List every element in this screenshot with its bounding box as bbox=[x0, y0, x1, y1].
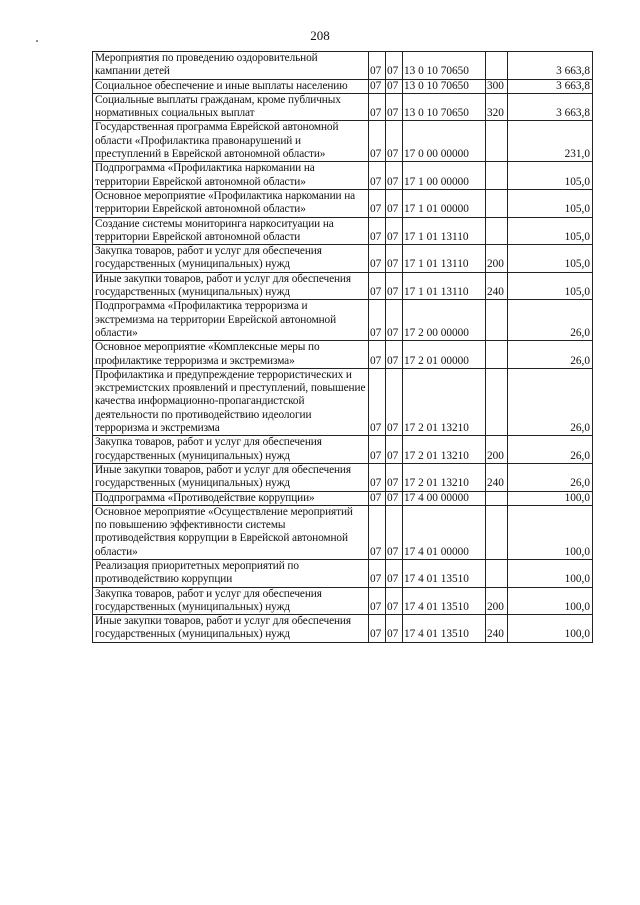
row-amount-cell: 26,0 bbox=[508, 436, 593, 464]
table-row bbox=[93, 189, 593, 217]
row-target-article-cell: 17 2 01 13210 bbox=[403, 368, 486, 435]
row-name-cell: Иные закупки товаров, работ и услуг для обеспечения государственных (муниципальных) нужд bbox=[93, 272, 369, 300]
row-expense-type-cell bbox=[486, 52, 508, 80]
row-subsection-code-cell: 07 bbox=[386, 52, 403, 80]
row-target-article-cell: 17 1 01 13110 bbox=[403, 217, 486, 245]
page-number: 208 bbox=[310, 28, 330, 43]
table-row bbox=[93, 217, 593, 245]
row-name-cell: Закупка товаров, работ и услуг для обеспечения государственных (муниципальных) нужд bbox=[93, 436, 369, 464]
row-target-article-cell: 17 1 01 00000 bbox=[403, 189, 486, 217]
row-subsection-code-cell: 07 bbox=[386, 93, 403, 121]
row-subsection-code-cell: 07 bbox=[386, 559, 403, 587]
row-name-cell: Подпрограмма «Профилактика наркомании на территории Еврейской автономной области» bbox=[93, 162, 369, 190]
row-subsection-code-cell: 07 bbox=[386, 217, 403, 245]
row-section-code-cell: 07 bbox=[369, 491, 386, 505]
row-amount-cell: 105,0 bbox=[508, 272, 593, 300]
row-amount-cell: 105,0 bbox=[508, 189, 593, 217]
row-target-article-cell: 17 4 01 13510 bbox=[403, 587, 486, 615]
row-amount-cell: 3 663,8 bbox=[508, 52, 593, 80]
row-target-article-cell: 17 2 00 00000 bbox=[403, 300, 486, 341]
row-subsection-code-cell: 07 bbox=[386, 615, 403, 643]
row-name-cell: Иные закупки товаров, работ и услуг для обеспечения государственных (муниципальных) нужд bbox=[93, 615, 369, 643]
row-expense-type-cell bbox=[486, 559, 508, 587]
row-expense-type-cell bbox=[486, 300, 508, 341]
row-expense-type-cell bbox=[486, 505, 508, 559]
row-section-code-cell: 07 bbox=[369, 52, 386, 80]
row-name-cell: Реализация приоритетных мероприятий по противодействию коррупции bbox=[93, 559, 369, 587]
row-target-article-cell: 17 1 01 13110 bbox=[403, 272, 486, 300]
row-subsection-code-cell: 07 bbox=[386, 189, 403, 217]
row-amount-cell: 3 663,8 bbox=[508, 93, 593, 121]
table-row bbox=[93, 79, 593, 93]
row-target-article-cell: 17 1 01 13110 bbox=[403, 245, 486, 273]
row-section-code-cell: 07 bbox=[369, 587, 386, 615]
row-section-code-cell: 07 bbox=[369, 272, 386, 300]
row-amount-cell: 105,0 bbox=[508, 217, 593, 245]
row-expense-type-cell: 300 bbox=[486, 79, 508, 93]
row-section-code-cell: 07 bbox=[369, 559, 386, 587]
row-name-cell: Закупка товаров, работ и услуг для обеспечения государственных (муниципальных) нужд bbox=[93, 245, 369, 273]
row-subsection-code-cell: 07 bbox=[386, 79, 403, 93]
row-section-code-cell: 07 bbox=[369, 189, 386, 217]
table-row bbox=[93, 300, 593, 341]
row-name-cell: Иные закупки товаров, работ и услуг для обеспечения государственных (муниципальных) нужд bbox=[93, 463, 369, 491]
row-subsection-code-cell: 07 bbox=[386, 587, 403, 615]
row-section-code-cell: 07 bbox=[369, 300, 386, 341]
row-target-article-cell: 17 4 01 13510 bbox=[403, 615, 486, 643]
row-expense-type-cell: 240 bbox=[486, 615, 508, 643]
row-amount-cell: 3 663,8 bbox=[508, 79, 593, 93]
row-name-cell: Профилактика и предупреждение террористических и экстремистских проявлений и преступлений, повышение качества информационно-пропагандистской деятельности по противодействию идеологии терроризма и экстремизма bbox=[93, 368, 369, 435]
row-section-code-cell: 07 bbox=[369, 162, 386, 190]
row-expense-type-cell: 240 bbox=[486, 463, 508, 491]
row-section-code-cell: 07 bbox=[369, 341, 386, 369]
row-expense-type-cell: 200 bbox=[486, 245, 508, 273]
row-amount-cell: 26,0 bbox=[508, 341, 593, 369]
row-target-article-cell: 17 1 00 00000 bbox=[403, 162, 486, 190]
row-subsection-code-cell: 07 bbox=[386, 245, 403, 273]
row-section-code-cell: 07 bbox=[369, 368, 386, 435]
row-amount-cell: 26,0 bbox=[508, 300, 593, 341]
row-expense-type-cell bbox=[486, 189, 508, 217]
table-row bbox=[93, 162, 593, 190]
row-amount-cell: 105,0 bbox=[508, 162, 593, 190]
row-subsection-code-cell: 07 bbox=[386, 505, 403, 559]
row-amount-cell: 100,0 bbox=[508, 587, 593, 615]
row-target-article-cell: 17 0 00 00000 bbox=[403, 121, 486, 162]
row-section-code-cell: 07 bbox=[369, 245, 386, 273]
row-amount-cell: 26,0 bbox=[508, 368, 593, 435]
row-amount-cell: 100,0 bbox=[508, 505, 593, 559]
row-amount-cell: 100,0 bbox=[508, 559, 593, 587]
row-name-cell: Государственная программа Еврейской автономной области «Профилактика правонарушений и преступлений в Еврейской автономной области» bbox=[93, 121, 369, 162]
row-name-cell: Создание системы мониторинга наркоситуации на территории Еврейской автономной области bbox=[93, 217, 369, 245]
table-row bbox=[93, 436, 593, 464]
row-name-cell: Подпрограмма «Противодействие коррупции» bbox=[93, 491, 369, 505]
row-subsection-code-cell: 07 bbox=[386, 162, 403, 190]
table-row bbox=[93, 341, 593, 369]
row-amount-cell: 231,0 bbox=[508, 121, 593, 162]
table-row bbox=[93, 245, 593, 273]
table-row bbox=[93, 505, 593, 559]
row-section-code-cell: 07 bbox=[369, 505, 386, 559]
row-target-article-cell: 17 4 01 13510 bbox=[403, 559, 486, 587]
table-row bbox=[93, 93, 593, 121]
row-section-code-cell: 07 bbox=[369, 93, 386, 121]
table-row bbox=[93, 121, 593, 162]
row-name-cell: Основное мероприятие «Комплексные меры по профилактике терроризма и экстремизма» bbox=[93, 341, 369, 369]
row-target-article-cell: 13 0 10 70650 bbox=[403, 79, 486, 93]
row-name-cell: Подпрограмма «Профилактика терроризма и экстремизма на территории Еврейской автономной области» bbox=[93, 300, 369, 341]
row-section-code-cell: 07 bbox=[369, 436, 386, 464]
row-section-code-cell: 07 bbox=[369, 217, 386, 245]
table-row bbox=[93, 368, 593, 435]
row-amount-cell: 26,0 bbox=[508, 463, 593, 491]
table-row bbox=[93, 587, 593, 615]
row-name-cell: Закупка товаров, работ и услуг для обеспечения государственных (муниципальных) нужд bbox=[93, 587, 369, 615]
row-expense-type-cell: 200 bbox=[486, 436, 508, 464]
row-subsection-code-cell: 07 bbox=[386, 121, 403, 162]
row-target-article-cell: 17 4 01 00000 bbox=[403, 505, 486, 559]
table-row bbox=[93, 52, 593, 80]
row-expense-type-cell bbox=[486, 217, 508, 245]
row-expense-type-cell bbox=[486, 491, 508, 505]
row-amount-cell: 100,0 bbox=[508, 491, 593, 505]
row-section-code-cell: 07 bbox=[369, 121, 386, 162]
row-name-cell: Основное мероприятие «Профилактика наркомании на территории Еврейской автономной области» bbox=[93, 189, 369, 217]
row-target-article-cell: 13 0 10 70650 bbox=[403, 93, 486, 121]
table-row bbox=[93, 559, 593, 587]
table-row bbox=[93, 463, 593, 491]
row-target-article-cell: 17 2 01 13210 bbox=[403, 463, 486, 491]
row-subsection-code-cell: 07 bbox=[386, 341, 403, 369]
row-target-article-cell: 17 2 01 00000 bbox=[403, 341, 486, 369]
row-name-cell: Основное мероприятие «Осуществление мероприятий по повышению эффективности системы противодействия коррупции в Еврейской автономной области» bbox=[93, 505, 369, 559]
row-expense-type-cell: 320 bbox=[486, 93, 508, 121]
row-section-code-cell: 07 bbox=[369, 615, 386, 643]
table-row bbox=[93, 615, 593, 643]
row-subsection-code-cell: 07 bbox=[386, 368, 403, 435]
row-expense-type-cell: 200 bbox=[486, 587, 508, 615]
row-name-cell: Социальное обеспечение и иные выплаты населению bbox=[93, 79, 369, 93]
row-subsection-code-cell: 07 bbox=[386, 300, 403, 341]
row-subsection-code-cell: 07 bbox=[386, 436, 403, 464]
row-section-code-cell: 07 bbox=[369, 463, 386, 491]
row-subsection-code-cell: 07 bbox=[386, 491, 403, 505]
row-subsection-code-cell: 07 bbox=[386, 272, 403, 300]
row-section-code-cell: 07 bbox=[369, 79, 386, 93]
table-row bbox=[93, 272, 593, 300]
row-expense-type-cell bbox=[486, 341, 508, 369]
row-name-cell: Мероприятия по проведению оздоровительной кампании детей bbox=[93, 52, 369, 80]
budget-table bbox=[92, 51, 593, 643]
budget-table-body bbox=[93, 52, 593, 643]
row-expense-type-cell bbox=[486, 368, 508, 435]
row-expense-type-cell bbox=[486, 162, 508, 190]
scan-speck bbox=[36, 40, 38, 42]
row-expense-type-cell bbox=[486, 121, 508, 162]
row-amount-cell: 100,0 bbox=[508, 615, 593, 643]
table-row bbox=[93, 491, 593, 505]
row-amount-cell: 105,0 bbox=[508, 245, 593, 273]
row-name-cell: Социальные выплаты гражданам, кроме публичных нормативных социальных выплат bbox=[93, 93, 369, 121]
row-target-article-cell: 17 4 00 00000 bbox=[403, 491, 486, 505]
row-target-article-cell: 17 2 01 13210 bbox=[403, 436, 486, 464]
row-expense-type-cell: 240 bbox=[486, 272, 508, 300]
row-target-article-cell: 13 0 10 70650 bbox=[403, 52, 486, 80]
row-subsection-code-cell: 07 bbox=[386, 463, 403, 491]
